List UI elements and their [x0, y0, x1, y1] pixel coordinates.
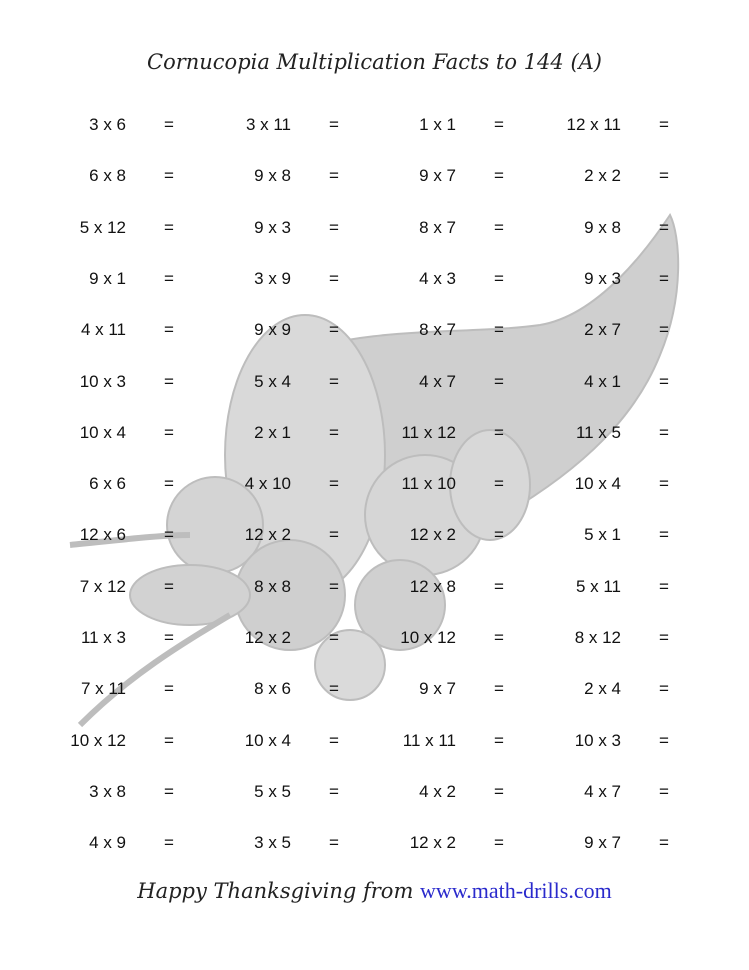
- equals-sign: =: [164, 320, 174, 340]
- equals-sign: =: [494, 679, 504, 699]
- equals-sign: =: [494, 781, 504, 801]
- problem-item: [221, 521, 381, 549]
- problem-item: [221, 727, 381, 755]
- problem-item: [221, 419, 381, 447]
- equals-sign: =: [329, 679, 339, 699]
- problem-expression: 3 x 6: [89, 115, 126, 134]
- problem-expression: 5 x 12: [79, 217, 126, 237]
- equals-sign: =: [494, 576, 504, 596]
- problem-item: [551, 727, 711, 755]
- equals-sign: =: [659, 730, 669, 750]
- problem-item: [551, 419, 711, 447]
- problem-expression: 2 x 4: [584, 679, 621, 699]
- problem-item: [551, 111, 711, 139]
- equals-sign: =: [494, 166, 504, 186]
- problem-expression: 4 x 11: [80, 320, 126, 340]
- problem-expression: 12 x 6: [79, 525, 126, 545]
- problem-item: [221, 573, 381, 601]
- problem-expression: 8 x 7: [419, 320, 456, 340]
- equals-sign: =: [494, 525, 504, 545]
- problem-expression: 12 x 2: [244, 525, 291, 545]
- problem-item: [221, 111, 381, 139]
- problem-item: [386, 573, 546, 601]
- problem-item: [56, 521, 216, 549]
- problem-expression: 4 x 2: [419, 781, 456, 801]
- problem-item: [221, 470, 381, 498]
- equals-sign: =: [494, 628, 504, 647]
- equals-sign: =: [494, 833, 504, 853]
- footer-text: Happy Thanksgiving from: [137, 879, 421, 903]
- equals-sign: =: [494, 371, 504, 391]
- equals-sign: =: [164, 781, 174, 801]
- equals-sign: =: [164, 371, 174, 391]
- equals-sign: =: [329, 166, 339, 186]
- equals-sign: =: [494, 115, 504, 134]
- problem-expression: 9 x 3: [584, 268, 621, 288]
- problem-expression: 10 x 12: [70, 730, 126, 750]
- problem-item: [551, 316, 711, 344]
- equals-sign: =: [659, 320, 669, 340]
- problem-expression: 5 x 11: [575, 576, 621, 596]
- equals-sign: =: [659, 371, 669, 391]
- problem-item: [551, 214, 711, 242]
- problem-item: [56, 573, 216, 601]
- equals-sign: =: [329, 730, 339, 750]
- problem-expression: 3 x 11: [245, 115, 291, 134]
- problem-item: [56, 624, 216, 652]
- problem-expression: 11 x 10: [401, 474, 456, 494]
- problem-expression: 9 x 3: [254, 217, 291, 237]
- equals-sign: =: [659, 268, 669, 288]
- problem-expression: 10 x 3: [79, 371, 126, 391]
- problem-item: [386, 675, 546, 703]
- problem-expression: 5 x 1: [584, 525, 621, 545]
- problem-item: [386, 419, 546, 447]
- problem-item: [386, 162, 546, 190]
- equals-sign: =: [329, 268, 339, 288]
- equals-sign: =: [164, 525, 174, 545]
- problem-item: [551, 573, 711, 601]
- problem-expression: 10 x 4: [574, 474, 621, 494]
- problem-expression: 6 x 6: [89, 474, 126, 494]
- problem-expression: 4 x 7: [419, 371, 456, 391]
- problem-item: [56, 265, 216, 293]
- problem-expression: 12 x 2: [409, 525, 456, 545]
- problem-expression: 4 x 10: [244, 474, 291, 494]
- problem-expression: 8 x 8: [254, 576, 291, 596]
- equals-sign: =: [659, 576, 669, 596]
- equals-sign: =: [659, 166, 669, 186]
- problem-item: [386, 316, 546, 344]
- problem-expression: 4 x 9: [89, 833, 126, 853]
- equals-sign: =: [494, 268, 504, 288]
- problem-item: [56, 368, 216, 396]
- problem-item: [386, 368, 546, 396]
- problem-item: [551, 470, 711, 498]
- problem-item: [56, 316, 216, 344]
- problem-item: [551, 368, 711, 396]
- problem-expression: 9 x 7: [419, 166, 456, 186]
- problem-item: [386, 727, 546, 755]
- problem-expression: 10 x 4: [79, 422, 126, 442]
- problem-item: [386, 111, 546, 139]
- problem-item: [386, 778, 546, 806]
- problem-item: [386, 265, 546, 293]
- equals-sign: =: [494, 320, 504, 340]
- equals-sign: =: [659, 525, 669, 545]
- problem-expression: 12 x 11: [566, 115, 621, 134]
- equals-sign: =: [659, 422, 669, 442]
- problem-expression: 9 x 1: [89, 268, 126, 288]
- problem-item: [551, 265, 711, 293]
- problem-item: [221, 778, 381, 806]
- equals-sign: =: [329, 115, 339, 134]
- problem-expression: 4 x 3: [419, 268, 456, 288]
- problem-expression: 8 x 7: [419, 217, 456, 237]
- problem-item: [56, 778, 216, 806]
- problem-expression: 3 x 8: [89, 781, 126, 801]
- problem-item: [386, 624, 546, 652]
- equals-sign: =: [659, 217, 669, 237]
- problem-expression: 4 x 7: [584, 781, 621, 801]
- problem-expression: 7 x 12: [79, 576, 126, 596]
- problem-item: [56, 675, 216, 703]
- equals-sign: =: [164, 474, 174, 494]
- problem-expression: 2 x 2: [584, 166, 621, 186]
- problem-item: [56, 162, 216, 190]
- problem-item: [386, 521, 546, 549]
- equals-sign: =: [659, 115, 669, 134]
- equals-sign: =: [329, 628, 339, 647]
- equals-sign: =: [494, 422, 504, 442]
- problem-item: [551, 624, 711, 652]
- problem-expression: 4 x 1: [584, 371, 621, 391]
- equals-sign: =: [494, 217, 504, 237]
- problem-expression: 1 x 1: [419, 115, 456, 134]
- equals-sign: =: [164, 217, 174, 237]
- problem-expression: 6 x 8: [89, 166, 126, 186]
- problem-expression: 2 x 1: [254, 422, 291, 442]
- equals-sign: =: [329, 320, 339, 340]
- problem-item: [551, 521, 711, 549]
- equals-sign: =: [164, 628, 174, 647]
- problem-expression: 5 x 4: [254, 371, 291, 391]
- problem-expression: 3 x 5: [254, 833, 291, 853]
- worksheet-title: Cornucopia Multiplication Facts to 144 (A): [147, 50, 602, 74]
- problem-item: [56, 727, 216, 755]
- problem-expression: 5 x 5: [254, 781, 291, 801]
- problem-item: [551, 778, 711, 806]
- equals-sign: =: [164, 422, 174, 442]
- problem-expression: 12 x 2: [244, 628, 291, 647]
- problem-expression: 12 x 8: [409, 576, 456, 596]
- equals-sign: =: [329, 217, 339, 237]
- problem-item: [56, 111, 216, 139]
- problem-expression: 9 x 7: [584, 833, 621, 853]
- problem-item: [551, 162, 711, 190]
- problem-expression: 8 x 6: [254, 679, 291, 699]
- equals-sign: =: [329, 576, 339, 596]
- problem-item: [386, 470, 546, 498]
- problem-item: [386, 829, 546, 857]
- equals-sign: =: [164, 576, 174, 596]
- problem-expression: 9 x 8: [254, 166, 291, 186]
- problem-item: [56, 470, 216, 498]
- footer-link[interactable]: www.math-drills.com: [420, 878, 612, 903]
- footer: [0, 878, 749, 904]
- problem-item: [221, 829, 381, 857]
- problem-expression: 10 x 3: [574, 730, 621, 750]
- problem-item: [386, 214, 546, 242]
- problem-item: [551, 675, 711, 703]
- equals-sign: =: [329, 833, 339, 853]
- problem-item: [221, 368, 381, 396]
- equals-sign: =: [164, 166, 174, 186]
- problem-expression: 11 x 11: [402, 730, 456, 750]
- equals-sign: =: [659, 679, 669, 699]
- problem-item: [221, 162, 381, 190]
- equals-sign: =: [494, 730, 504, 750]
- problem-item: [551, 829, 711, 857]
- problem-expression: 2 x 7: [584, 320, 621, 340]
- equals-sign: =: [329, 422, 339, 442]
- problem-item: [221, 316, 381, 344]
- problem-expression: 8 x 12: [574, 628, 621, 647]
- equals-sign: =: [659, 781, 669, 801]
- problem-item: [221, 214, 381, 242]
- equals-sign: =: [164, 833, 174, 853]
- problem-expression: 10 x 4: [244, 730, 291, 750]
- problem-expression: 10 x 12: [400, 628, 456, 647]
- equals-sign: =: [164, 679, 174, 699]
- equals-sign: =: [659, 833, 669, 853]
- problem-item: [56, 214, 216, 242]
- equals-sign: =: [164, 730, 174, 750]
- equals-sign: =: [659, 628, 669, 647]
- equals-sign: =: [659, 474, 669, 494]
- problem-item: [221, 675, 381, 703]
- equals-sign: =: [164, 268, 174, 288]
- problem-expression: 9 x 7: [419, 679, 456, 699]
- equals-sign: =: [494, 474, 504, 494]
- problem-expression: 9 x 8: [584, 217, 621, 237]
- equals-sign: =: [329, 525, 339, 545]
- problem-expression: 3 x 9: [254, 268, 291, 288]
- problem-expression: 11 x 5: [575, 422, 621, 442]
- problem-expression: 11 x 3: [80, 628, 126, 647]
- problem-item: [221, 624, 381, 652]
- problem-item: [56, 829, 216, 857]
- equals-sign: =: [164, 115, 174, 134]
- equals-sign: =: [329, 474, 339, 494]
- problem-expression: 11 x 12: [401, 422, 456, 442]
- problem-expression: 9 x 9: [254, 320, 291, 340]
- equals-sign: =: [329, 781, 339, 801]
- problem-expression: 7 x 11: [80, 679, 126, 699]
- problem-expression: 12 x 2: [409, 833, 456, 853]
- equals-sign: =: [329, 371, 339, 391]
- problem-item: [221, 265, 381, 293]
- problem-item: [56, 419, 216, 447]
